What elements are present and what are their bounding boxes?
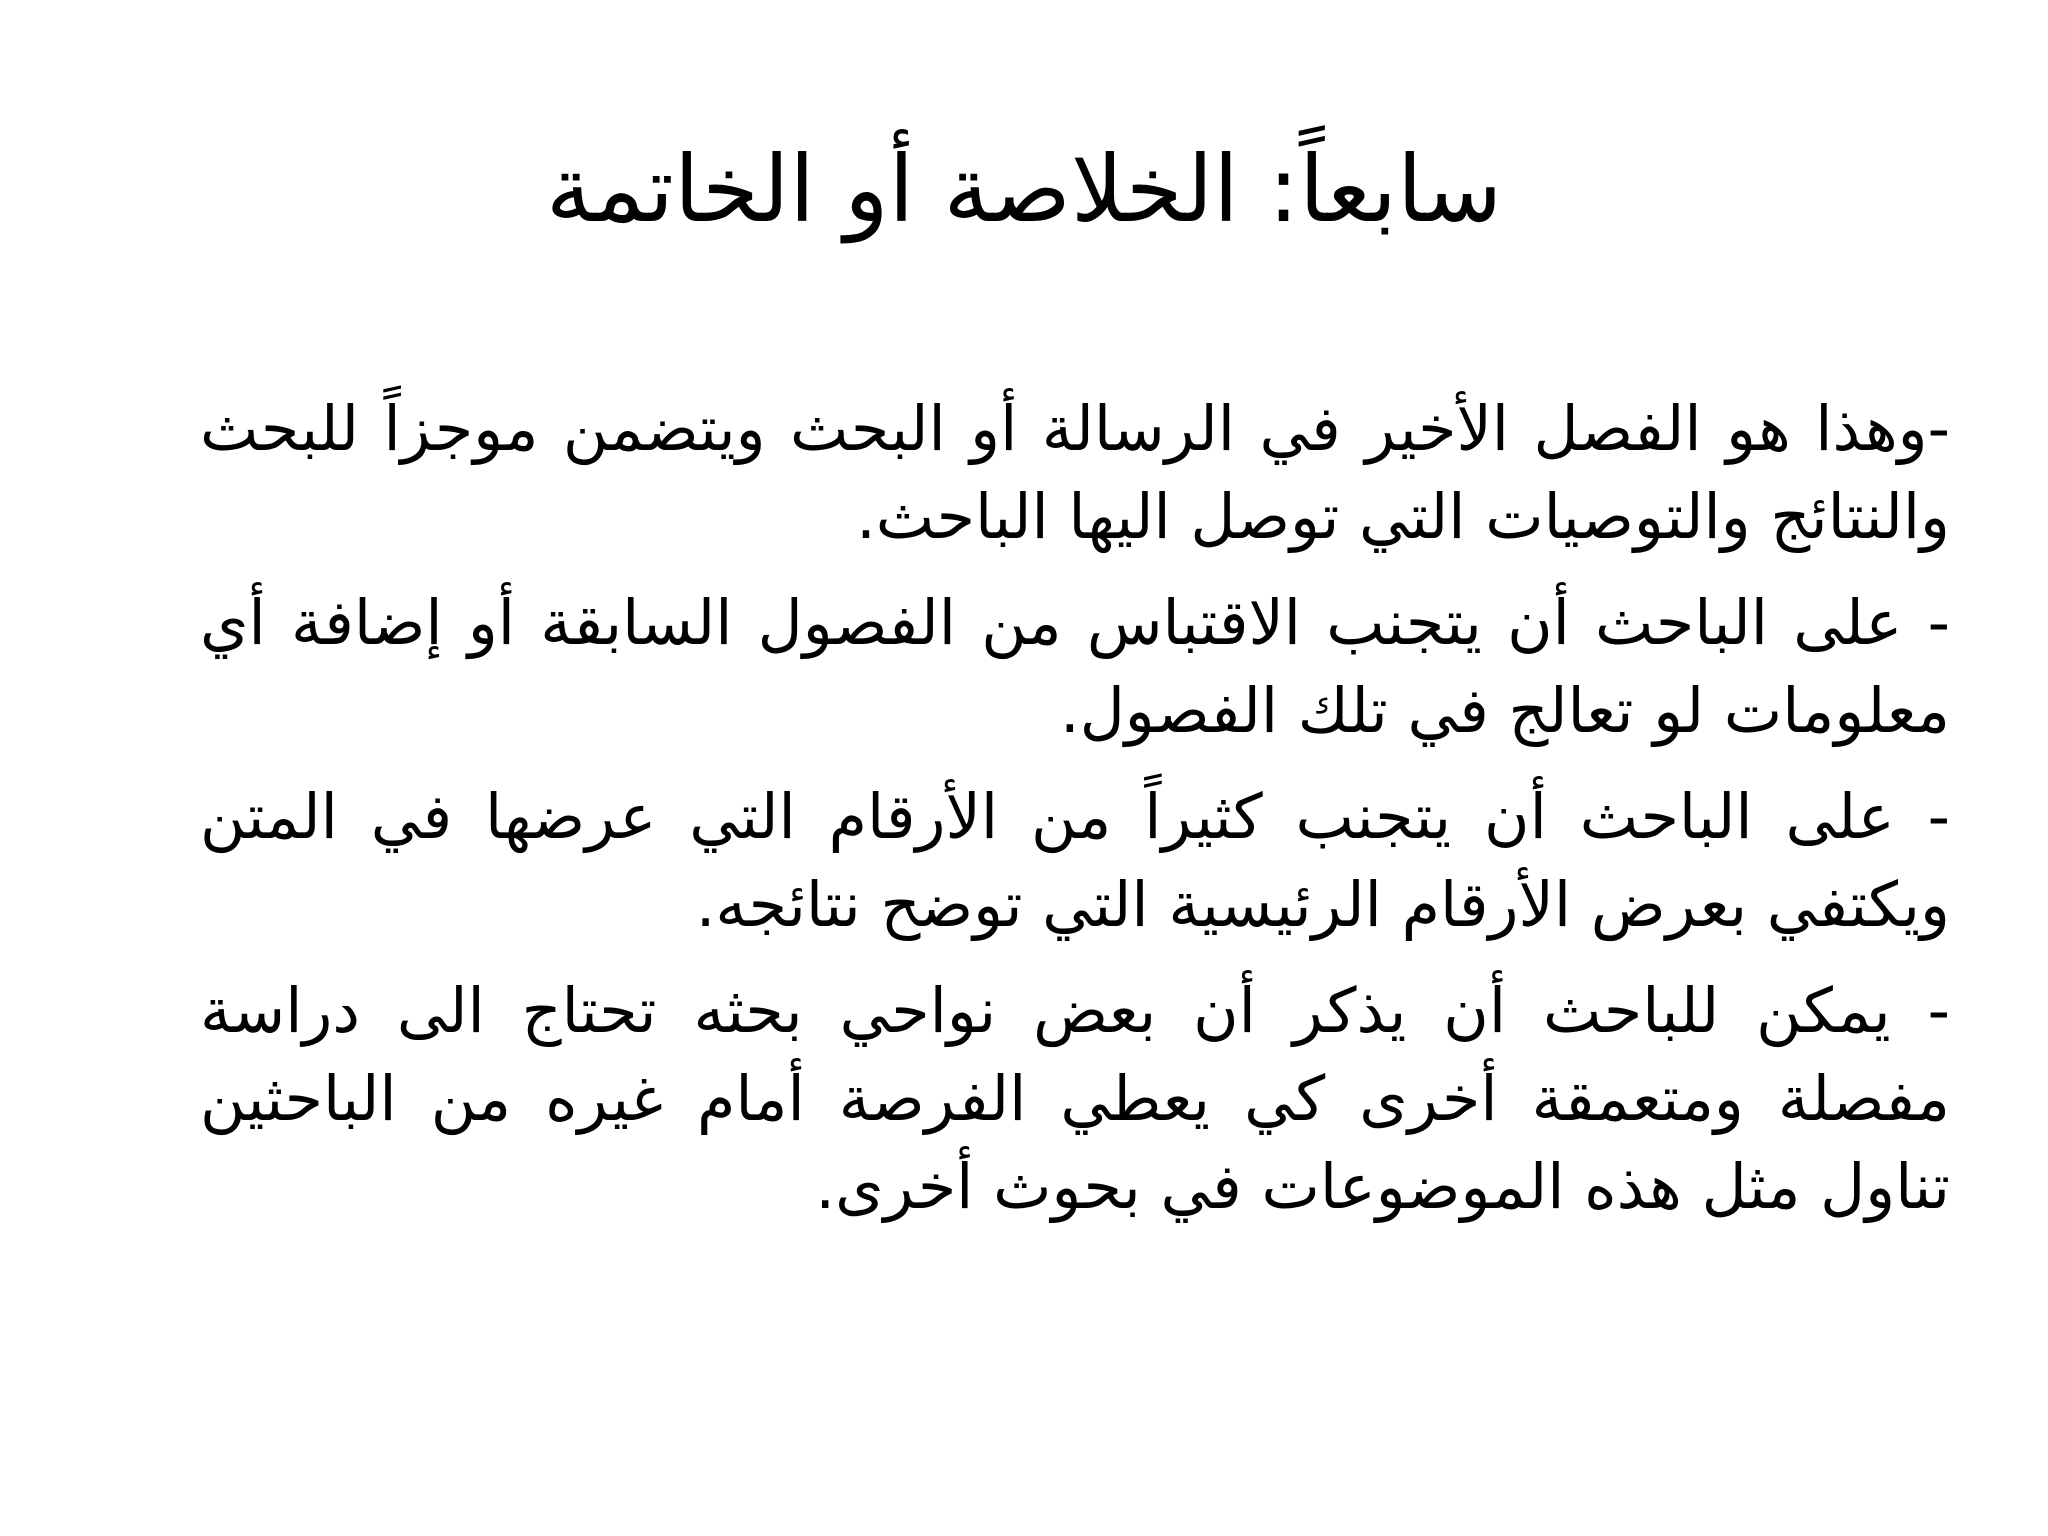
slide-title: سابعاً: الخلاصة أو الخاتمة [545, 136, 1503, 243]
paragraph-4: - يمكن للباحث أن يذكر أن بعض نواحي بحثه تحتاج الى دراسة مفصلة ومتعمقة أخرى كي يعطي الفرصة أمام غيره من الباحثين تناول مثل هذه الموضوعات في بحوث أخرى. [200, 974, 1950, 1223]
paragraph-2: - على الباحث أن يتجنب الاقتباس من الفصول السابقة أو إضافة أي معلومات لو تعالج في تلك الفصول. [200, 586, 1950, 747]
slide-body [200, 385, 1950, 1249]
paragraph-1: -وهذا هو الفصل الأخير في الرسالة أو البحث ويتضمن موجزاً للبحث والنتائج والتوصيات التي توصل اليها الباحث. [200, 392, 1950, 553]
paragraph-3: - على الباحث أن يتجنب كثيراً من الأرقام التي عرضها في المتن ويكتفي بعرض الأرقام الرئيسية التي توضح نتائجه. [200, 780, 1950, 941]
